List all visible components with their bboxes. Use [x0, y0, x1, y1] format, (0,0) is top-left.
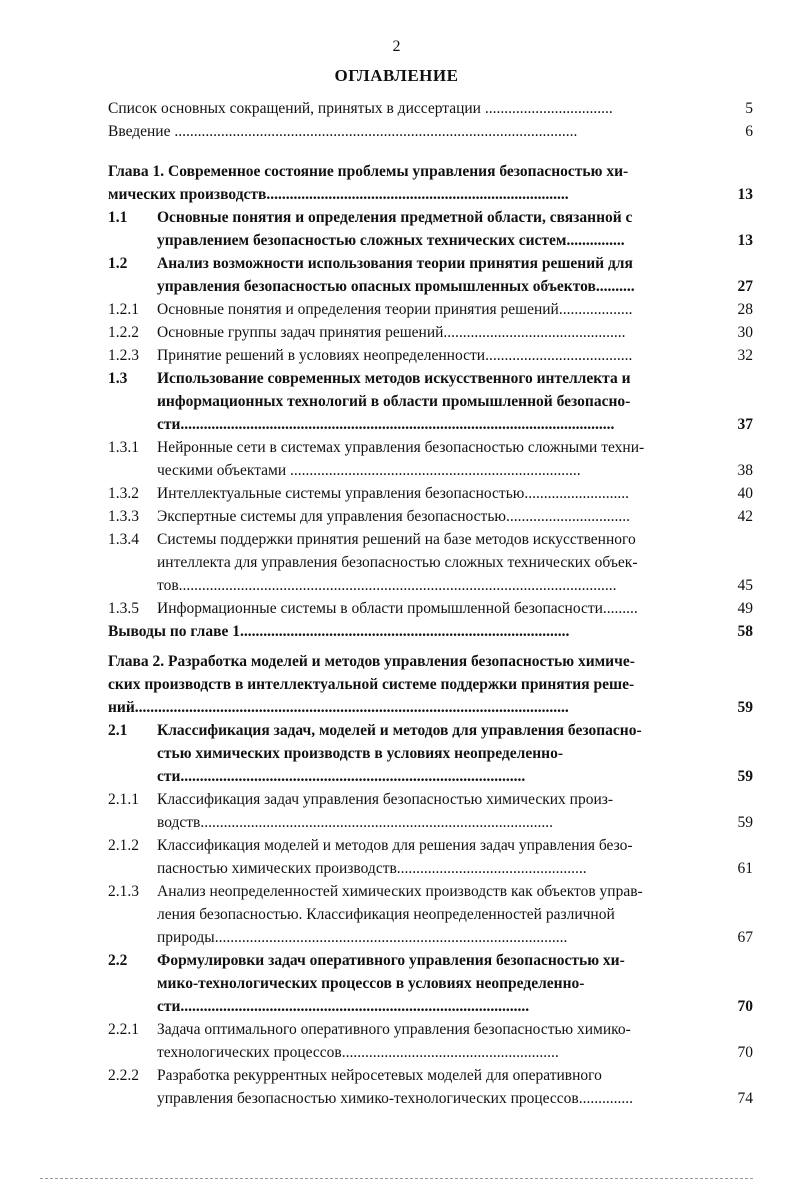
toc-entry-number: 1.3	[108, 370, 128, 387]
toc-page-number: 5	[745, 100, 753, 117]
chapter-heading-line[interactable]	[108, 620, 753, 643]
toc-page-number: 58	[737, 623, 753, 640]
toc-entry-line[interactable]	[108, 742, 753, 765]
toc-entry-line[interactable]	[108, 597, 753, 620]
toc-entry[interactable]	[108, 120, 753, 143]
toc-chapter-2	[108, 650, 753, 1110]
chapter-heading-line[interactable]	[108, 673, 753, 696]
toc-entry-text: водств...........................................................................................	[157, 814, 553, 831]
toc-entry-text: Системы поддержки принятия решений на базе методов искусственного	[157, 531, 636, 548]
page-number: 2	[392, 38, 401, 55]
toc-entry-number: 1.3.3	[108, 508, 139, 525]
toc-entry-text: Нейронные сети в системах управления безопасностью сложными техни-	[157, 439, 645, 456]
toc-entry-line[interactable]	[108, 551, 753, 574]
toc-entry-number: 1.2.2	[108, 324, 139, 341]
toc-entry-number: 2.1.2	[108, 837, 139, 854]
toc-entry-text: ских производств в интеллектуальной системе поддержки принятия реше-	[108, 676, 635, 693]
toc-entry-number: 2.2.1	[108, 1021, 139, 1038]
toc-entry-text: ческими объектами ...........................................................................	[157, 462, 581, 479]
toc-entry-line[interactable]	[108, 413, 753, 436]
chapter-heading-line[interactable]	[108, 696, 753, 719]
toc-entry-text: технологических процессов........................................................	[157, 1044, 559, 1061]
toc-entry-text: мических производств..............................................................................	[108, 186, 569, 203]
toc-entry-line[interactable]	[108, 1018, 753, 1041]
toc-entry-text: тов.................................................................................................................	[157, 577, 617, 594]
toc-entry-line[interactable]	[108, 206, 753, 229]
toc-entry-line[interactable]	[108, 903, 753, 926]
toc-front	[108, 97, 753, 143]
toc-entry-text: Информационные системы в области промышленной безопасности.........	[157, 600, 638, 617]
toc-entry-line[interactable]	[108, 390, 753, 413]
toc-entry-line[interactable]	[108, 765, 753, 788]
toc-page-number: 67	[737, 929, 753, 946]
toc-entry-line[interactable]	[108, 1041, 753, 1064]
toc-entry-text: Использование современных методов искусственного интеллекта и	[157, 370, 631, 387]
toc-entry-number: 1.3.1	[108, 439, 139, 456]
toc-entry-line[interactable]	[108, 321, 753, 344]
toc-entry-line[interactable]	[108, 949, 753, 972]
toc-page-number: 38	[737, 462, 753, 479]
toc-entry-text: Классификация моделей и методов для решения задач управления безо-	[157, 837, 633, 854]
toc-entry-text: управлением безопасностью сложных технических систем...............	[157, 232, 625, 249]
toc-entry-text: Анализ возможности использования теории принятия решений для	[157, 255, 633, 272]
toc-entry-text: сти..........................................................................................	[157, 998, 530, 1015]
chapter-heading-line[interactable]	[108, 183, 753, 206]
toc-entry-number: 2.2	[108, 952, 128, 969]
toc-entry-text: интеллекта для управления безопасностью сложных технических объек-	[157, 554, 638, 571]
toc-entry-line[interactable]	[108, 436, 753, 459]
toc-entry-line[interactable]	[108, 459, 753, 482]
toc-entry-text: ления безопасностью. Классификация неопределенностей различной	[157, 906, 615, 923]
toc-page-number: 40	[737, 485, 753, 502]
toc-entry-text: информационных технологий в области промышленной безопасно-	[157, 393, 631, 410]
toc-entry[interactable]	[108, 97, 753, 120]
toc-entry-text: Задача оптимального оперативного управления безопасностью химико-	[157, 1021, 631, 1038]
toc-entry-line[interactable]	[108, 275, 753, 298]
toc-page-number: 37	[737, 416, 753, 433]
toc-page-number: 59	[737, 768, 753, 785]
toc-page-number: 28	[737, 301, 753, 318]
toc-page-number: 32	[737, 347, 753, 364]
toc-entry-text: сти.........................................................................................	[157, 768, 526, 785]
toc-page-number: 6	[745, 123, 753, 140]
toc-page-number: 49	[737, 600, 753, 617]
toc-entry-line[interactable]	[108, 505, 753, 528]
toc-entry-text: ний................................................................................................................	[108, 699, 569, 716]
toc-entry-line[interactable]	[108, 298, 753, 321]
toc-entry-line[interactable]	[108, 528, 753, 551]
toc-page-number: 59	[737, 699, 753, 716]
toc-entry-text: пасностью химических производств.................................................	[157, 860, 587, 877]
toc-entry-text: Глава 2. Разработка моделей и методов управления безопасностью химиче-	[108, 653, 635, 670]
toc-entry-line[interactable]	[108, 995, 753, 1018]
toc-entry-number: 2.1.3	[108, 883, 139, 900]
toc-entry-text: управления безопасностью химико-технологических процессов..............	[157, 1090, 633, 1107]
toc-entry-text: Основные понятия и определения предметной области, связанной с	[157, 209, 633, 226]
toc-entry-line[interactable]	[108, 482, 753, 505]
toc-entry-number: 1.3.2	[108, 485, 139, 502]
toc-entry-line[interactable]	[108, 972, 753, 995]
toc-entry-number: 2.2.2	[108, 1067, 139, 1084]
toc-page-number: 42	[737, 508, 753, 525]
toc-page-number: 13	[737, 232, 753, 249]
toc-entry-line[interactable]	[108, 1064, 753, 1087]
toc-page-number: 59	[737, 814, 753, 831]
toc-entry-number: 1.2.1	[108, 301, 139, 318]
toc-entry-text: Разработка рекуррентных нейросетевых моделей для оперативного	[157, 1067, 602, 1084]
chapter-heading-line[interactable]	[108, 160, 753, 183]
toc-entry-text: сти................................................................................................................	[157, 416, 615, 433]
toc-entry-number: 2.1	[108, 722, 128, 739]
toc-entry-line[interactable]	[108, 344, 753, 367]
toc-entry-line[interactable]	[108, 926, 753, 949]
toc-entry-text: управления безопасностью опасных промышленных объектов..........	[157, 278, 635, 295]
toc-entry-number: 2.1.1	[108, 791, 139, 808]
toc-entry-text: Список основных сокращений, принятых в диссертации .................................	[108, 100, 613, 117]
toc-entry-text: Интеллектуальные системы управления безопасностью...........................	[157, 485, 629, 502]
toc-page-number: 61	[737, 860, 753, 877]
toc-entry-number: 1.2	[108, 255, 128, 272]
toc-entry-text: Глава 1. Современное состояние проблемы управления безопасностью хи-	[108, 163, 629, 180]
toc-page-number: 74	[737, 1090, 753, 1107]
toc-entry-line[interactable]	[108, 834, 753, 857]
toc-entry-line[interactable]	[108, 229, 753, 252]
toc-entry-line[interactable]	[108, 1087, 753, 1110]
toc-entry-text: Экспертные системы для управления безопасностью................................	[157, 508, 630, 525]
toc-page-number: 13	[737, 186, 753, 203]
toc-entry-text: Классификация задач управления безопасностью химических произ-	[157, 791, 614, 808]
toc-entry-line[interactable]	[108, 252, 753, 275]
toc-entry-line[interactable]	[108, 367, 753, 390]
toc-entry-text: природы...........................................................................................	[157, 929, 568, 946]
page-title: ОГЛАВЛЕНИЕ	[334, 66, 459, 85]
toc-entry-text: Основные группы задач принятия решений...............................................	[157, 324, 626, 341]
toc-entry-text: стью химических производств в условиях неопределенно-	[157, 745, 563, 762]
toc-entry-text: Принятие решений в условиях неопределенности......................................	[157, 347, 633, 364]
toc-entry-line[interactable]	[108, 788, 753, 811]
toc-page-number: 70	[737, 1044, 753, 1061]
toc-page-number: 27	[737, 278, 753, 295]
toc-entry-line[interactable]	[108, 574, 753, 597]
toc-entry-line[interactable]	[108, 811, 753, 834]
page-bottom-edge	[40, 1178, 753, 1179]
toc-entry-line[interactable]	[108, 857, 753, 880]
toc-entry-line[interactable]	[108, 719, 753, 742]
toc-entry-text: Классификация задач, моделей и методов для управления безопасно-	[157, 722, 642, 739]
toc-entry-text: Введение ........................................................................................................	[108, 123, 578, 140]
toc-chapter-1	[108, 160, 753, 643]
toc-page-number: 30	[737, 324, 753, 341]
chapter-heading-line[interactable]	[108, 650, 753, 673]
toc-page-number: 70	[737, 998, 753, 1015]
toc-entry-text: Выводы по главе 1.....................................................................................	[108, 623, 570, 640]
toc-entry-number: 1.2.3	[108, 347, 139, 364]
toc-entry-number: 1.3.5	[108, 600, 139, 617]
toc-entry-text: Формулировки задач оперативного управления безопасностью хи-	[157, 952, 625, 969]
toc-entry-line[interactable]	[108, 880, 753, 903]
toc-entry-number: 1.3.4	[108, 531, 139, 548]
toc-entry-text: Анализ неопределенностей химических производств как объектов управ-	[157, 883, 643, 900]
toc-entry-number: 1.1	[108, 209, 128, 226]
toc-page-number: 45	[737, 577, 753, 594]
toc-entry-text: Основные понятия и определения теории принятия решений...................	[157, 301, 633, 318]
toc-entry-text: мико-технологических процессов в условиях неопределенно-	[157, 975, 585, 992]
